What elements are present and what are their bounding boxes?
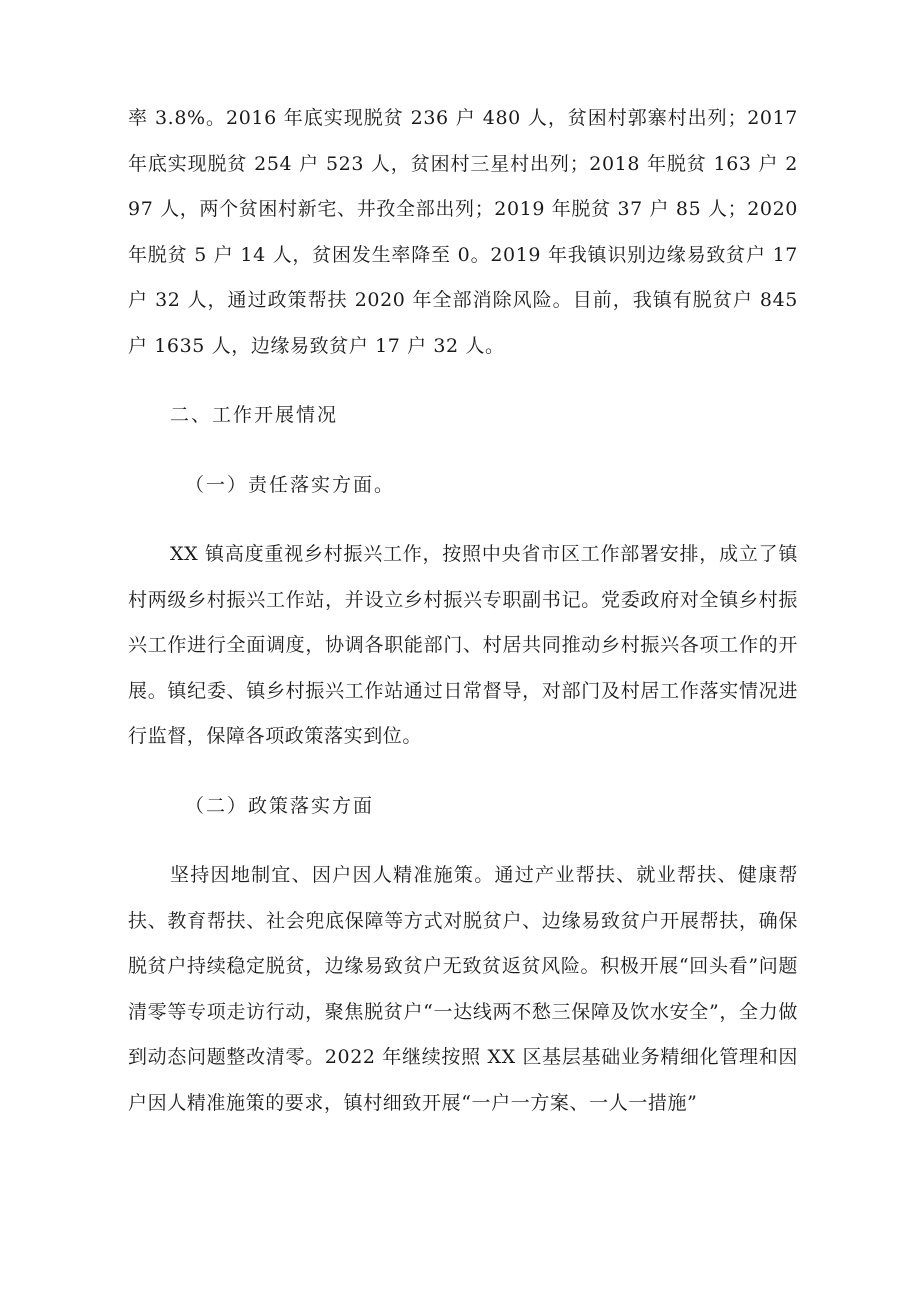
section-heading-work-progress: 二、工作开展情况 xyxy=(170,404,339,426)
spacer xyxy=(128,760,798,784)
paragraph-poverty-statistics: 率 3.8%。2016 年底实现脱贫 236 户 480 人，贫困村郭寨村出列；2017 年底实现脱贫 254 户 523 人，贫困村三星村出列；2018 年脱贫 163 户 297 人，两个贫困村新宅、井孜全部出列；2019 年脱贫 37 户 85 人；2020 年脱贫 5 户 14 人，贫困发生率降至 0。2019 年我镇识别边缘易致贫户 17 户 32 人，通过政策帮扶 2020 年全部消除风险。目前，我镇有脱贫户 845 户 1635 人，边缘易致贫户 17 户 32 人。 xyxy=(128,107,798,357)
subsection-heading-policy: （二）政策落实方面 xyxy=(185,794,375,817)
spacer xyxy=(128,439,798,463)
spacer xyxy=(128,508,798,532)
document-page xyxy=(128,96,798,1126)
subsection-heading-responsibility: （一）责任落实方面。 xyxy=(185,473,396,496)
spacer xyxy=(128,369,798,393)
spacer xyxy=(128,829,798,853)
paragraph-responsibility: XX 镇高度重视乡村振兴工作，按照中央省市区工作部署安排，成立了镇村两级乡村振兴工作站，并设立乡村振兴专职副书记。党委政府对全镇乡村振兴工作进行全面调度，协调各职能部门、村居共同推动乡村振兴各项工作的开展。镇纪委、镇乡村振兴工作站通过日常督导，对部门及村居工作落实情况进行监督，保障各项政策落实到位。 xyxy=(128,543,798,747)
paragraph-policy: 坚持因地制宜、因户因人精准施策。通过产业帮扶、就业帮扶、健康帮扶、教育帮扶、社会兜底保障等方式对脱贫户、边缘易致贫户开展帮扶，确保脱贫户持续稳定脱贫，边缘易致贫户无致贫返贫风险。积极开展“回头看”问题清零等专项走访行动，聚焦脱贫户“一达线两不愁三保障及饮水安全”，全力做到动态问题整改清零。2022 年继续按照 XX 区基层基础业务精细化管理和因户因人精准施策的要求，镇村细致开展“一户一方案、一人一措施” xyxy=(128,864,798,1114)
